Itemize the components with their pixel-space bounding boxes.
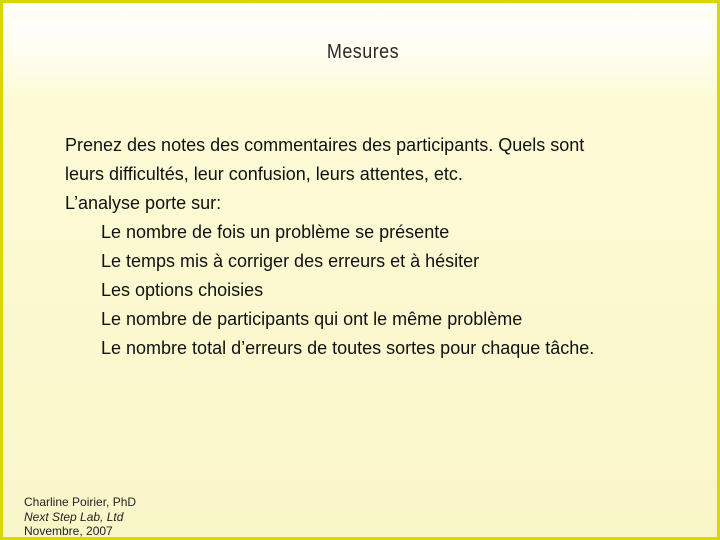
body-line: Prenez des notes des commentaires des participants. Quels sont xyxy=(65,135,585,155)
slide-body xyxy=(65,131,685,363)
slide-title: Mesures xyxy=(326,41,400,63)
body-line: L’analyse porte sur: xyxy=(65,193,222,213)
footer-company: Next Step Lab, Ltd xyxy=(24,509,124,524)
footer-date: Novembre, 2007 xyxy=(24,524,113,538)
list-item: Le temps mis à corriger des erreurs et à hésiter xyxy=(101,251,480,271)
footer-author: Charline Poirier, PhD xyxy=(24,495,137,509)
list-item: Les options choisies xyxy=(101,280,264,300)
list-item: Le nombre de fois un problème se présente xyxy=(101,222,450,242)
list-item: Le nombre total d’erreurs de toutes sortes pour chaque tâche. xyxy=(101,338,595,358)
footer xyxy=(24,495,136,539)
list-item: Le nombre de participants qui ont le même problème xyxy=(101,309,523,329)
body-line: leurs difficultés, leur confusion, leurs attentes, etc. xyxy=(65,164,463,184)
